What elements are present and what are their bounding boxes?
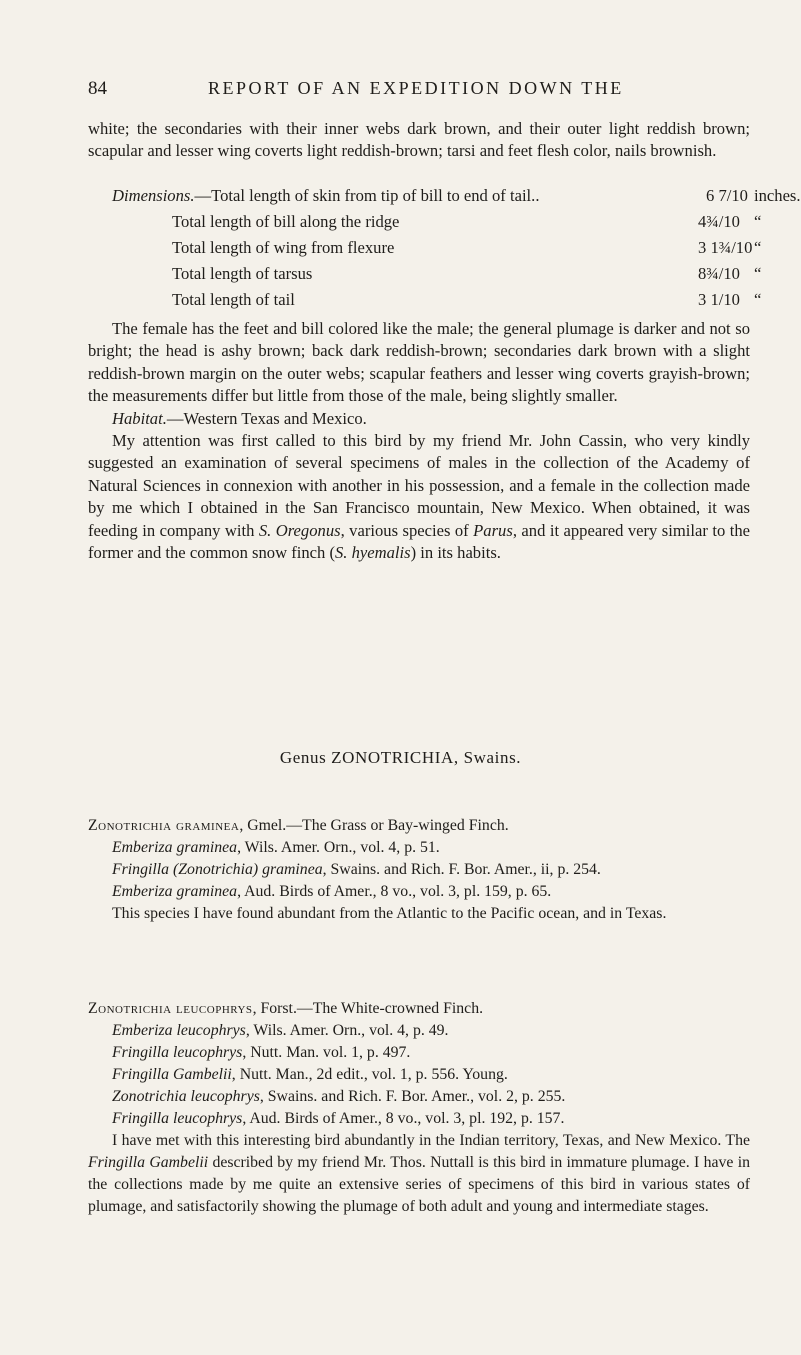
taxon-name: S. Oregonus <box>258 520 341 540</box>
species-heading: Zonotrichia graminea, Gmel.—The Grass or Bay-winged Finch. <box>88 817 509 834</box>
dimension-row <box>88 262 760 288</box>
synonym-line: Emberiza leucophrys, Wils. Amer. Orn., vol. 4, p. 49. <box>112 1022 449 1039</box>
intro-paragraph: white; the secondaries with their inner webs dark brown, and their outer light reddish brown; scapular and lesser wing coverts light reddish-brown; tarsi and feet flesh color, nails brownish. <box>88 119 750 161</box>
synonym-line: Fringilla (Zonotrichia) graminea, Swains. and Rich. F. Bor. Amer., ii, p. 254. <box>112 861 601 878</box>
dimensions-heading: Dimensions. <box>112 186 195 205</box>
dimension-unit: “ <box>754 290 762 309</box>
species-name: Zonotrichia graminea <box>88 817 240 834</box>
dimension-value: 8¾/10 <box>698 264 740 283</box>
dimension-value: 3 1/10 <box>698 290 740 309</box>
species-entry-leucophrys <box>88 998 750 1218</box>
dimension-unit: “ <box>754 212 762 231</box>
description-block <box>88 318 750 564</box>
female-paragraph: The female has the feet and bill colored like the male; the general plumage is darker and not so bright; the head is ashy brown; back dark reddish-brown; secondaries dark brown with a slight reddish-brown margin on the outer webs; scapular feathers and lesser wing coverts grayish-brown; the measurements differ but little from those of the male, being slightly smaller. <box>88 319 750 406</box>
dimensions-table <box>88 184 801 314</box>
dimension-label: Total length of wing from flexure <box>172 238 395 257</box>
habitat-label: Habitat. <box>112 408 167 428</box>
dimension-value: 6 7/10 <box>706 186 748 205</box>
dimension-label: Total length of tarsus <box>172 264 313 283</box>
species-name: Zonotrichia leucophrys <box>88 1000 253 1017</box>
species-entry-graminea <box>88 815 750 925</box>
taxon-name: Fringilla Gambelii <box>88 1154 209 1171</box>
dimension-label: —Total length of skin from tip of bill to end of tail.. <box>194 186 540 205</box>
habitat-text: —Western Texas and Mexico. <box>166 408 367 428</box>
synonym-line: Emberiza graminea, Wils. Amer. Orn., vol. 4, p. 51. <box>112 839 440 856</box>
dimension-row <box>88 288 760 314</box>
dimension-label: Total length of bill along the ridge <box>172 212 400 231</box>
dimension-label: Total length of tail <box>172 290 295 309</box>
dimension-unit: inches. <box>754 186 801 205</box>
intro-paragraph-block <box>88 118 750 163</box>
synonym-line: Emberiza graminea, Aud. Birds of Amer., 8 vo., vol. 3, pl. 159, p. 65. <box>112 883 552 900</box>
genus-heading: Genus ZONOTRICHIA, Swains. <box>279 748 522 767</box>
dimension-value: 4¾/10 <box>698 212 740 231</box>
cassin-paragraph: My attention was first called to this bird by my friend Mr. John Cassin, who very kindly suggested an examination of several specimens of males in the collection of the Academy of Natural Sciences in connexion with another in his possession, and a female in the collection made by me which I obtained in the San Francisco mountain, New Mexico. When obtained, it was feeding in company with S. Oregonus, various species of Parus, and it appeared very similar to the former and the common snow finch (S. hyemalis) in its habits. <box>88 431 750 563</box>
dimension-unit: “ <box>754 238 762 257</box>
synonym-line: Fringilla Gambelii, Nutt. Man., 2d edit., vol. 1, p. 556. Young. <box>112 1066 508 1083</box>
dimension-unit: “ <box>754 264 762 283</box>
dimension-value: 3 1¾/10 <box>698 238 753 257</box>
synonym-line: Zonotrichia leucophrys, Swains. and Rich. F. Bor. Amer., vol. 2, p. 255. <box>112 1088 566 1105</box>
taxon-name: Parus <box>473 520 513 540</box>
synonym-line: Fringilla leucophrys, Aud. Birds of Amer., 8 vo., vol. 3, pl. 192, p. 157. <box>112 1110 565 1127</box>
taxon-name: S. hyemalis <box>335 543 411 563</box>
dimension-row <box>88 210 760 236</box>
page-number: 84 <box>88 78 107 99</box>
dimension-row <box>88 236 760 262</box>
synonym-line: Fringilla leucophrys, Nutt. Man. vol. 1, p. 497. <box>112 1044 411 1061</box>
dimension-row <box>88 184 801 210</box>
page-header <box>88 78 748 108</box>
species-note: This species I have found abundant from the Atlantic to the Pacific ocean, and in Texas. <box>112 905 667 922</box>
running-title: REPORT OF AN EXPEDITION DOWN THE <box>208 78 624 98</box>
habitat-paragraph <box>88 408 750 430</box>
species-note: I have met with this interesting bird abundantly in the Indian territory, Texas, and New Mexico. The Fringilla Gambelii described by my friend Mr. Thos. Nuttall is this bird in immature plumage. I have in the collections made by me quite an extensive series of specimens of this bird in various states of plumage, and satisfactorily showing the plumage of both adult and young and intermediate stages. <box>88 1132 750 1215</box>
species-heading: Zonotrichia leucophrys, Forst.—The White-crowned Finch. <box>88 1000 484 1017</box>
